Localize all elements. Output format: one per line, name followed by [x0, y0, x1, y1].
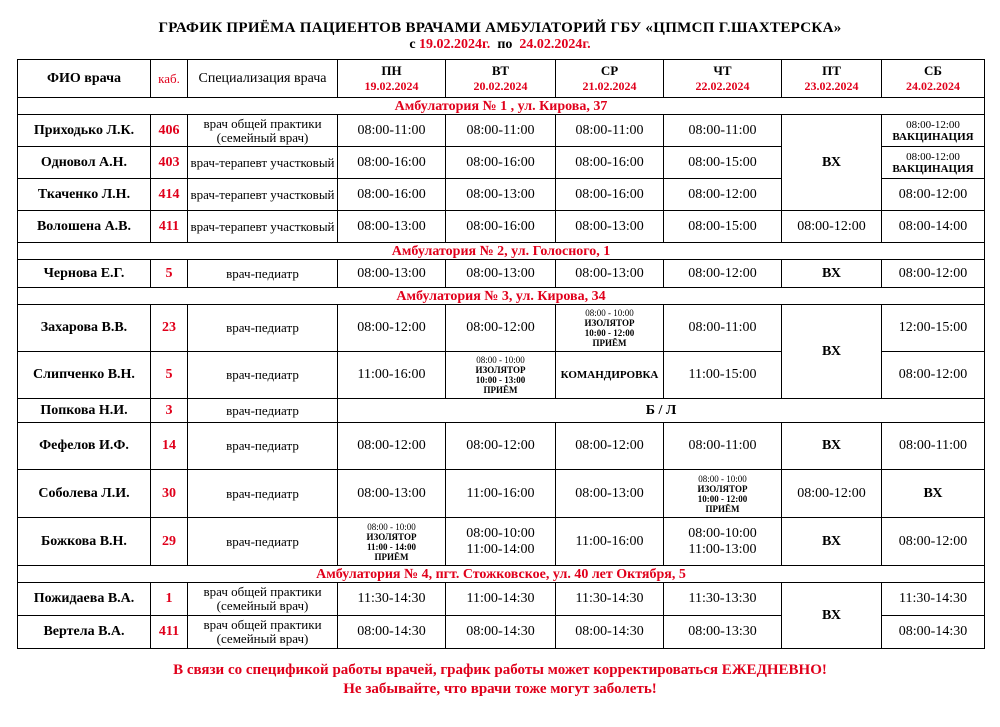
cabinet: 23	[151, 305, 188, 352]
doctor-name: Слипченко В.Н.	[18, 352, 151, 399]
specialization: врач-педиатр	[188, 352, 338, 399]
period-from-label: с	[409, 37, 416, 52]
time-thu: 08:00-11:00	[664, 305, 782, 352]
doctor-name: Пожидаева В.А.	[18, 583, 151, 616]
cabinet: 1	[151, 583, 188, 616]
time-fri: 08:00-12:00	[782, 211, 882, 243]
header-day-mon: ПН 19.02.2024	[338, 60, 446, 98]
time-thu: 08:00-12:00	[664, 260, 782, 288]
time-mon: 08:00 - 10:00 ИЗОЛЯТОР 11:00 - 14:00 ПРИЁМ	[338, 518, 446, 566]
time-mon: 08:00-12:00	[338, 423, 446, 470]
time-sat: 08:00-12:00	[882, 179, 985, 211]
table-row	[18, 470, 985, 518]
period	[0, 37, 1000, 52]
time-wed: 08:00-13:00	[556, 470, 664, 518]
header-row	[18, 60, 985, 98]
time-tue: 08:00 - 10:00 ИЗОЛЯТОР 10:00 - 13:00 ПРИЁМ	[446, 352, 556, 399]
time-thu: 08:00-11:00	[664, 423, 782, 470]
doctor-name: Чернова Е.Г.	[18, 260, 151, 288]
time-mon: 11:30-14:30	[338, 583, 446, 616]
time-sat: 12:00-15:00	[882, 305, 985, 352]
time-mon: 08:00-13:00	[338, 211, 446, 243]
period-from: 19.02.2024г.	[419, 37, 491, 52]
time-tue: 08:00-13:00	[446, 260, 556, 288]
time-wed: 08:00-12:00	[556, 423, 664, 470]
time-sat: 08:00-14:30	[882, 616, 985, 649]
time-thu: 08:00 - 10:00 ИЗОЛЯТОР 10:00 - 12:00 ПРИЁМ	[664, 470, 782, 518]
time-mon: 08:00-16:00	[338, 147, 446, 179]
page-title: ГРАФИК ПРИЁМА ПАЦИЕНТОВ ВРАЧАМИ АМБУЛАТОРИЙ ГБУ «ЦПМСП Г.ШАХТЕРСКА»	[158, 20, 842, 36]
time-sat: 11:30-14:30	[882, 583, 985, 616]
time-fri: ВХ	[782, 518, 882, 566]
cabinet: 411	[151, 211, 188, 243]
header-day-wed: СР 21.02.2024	[556, 60, 664, 98]
time-mon: 11:00-16:00	[338, 352, 446, 399]
time-wed: 08:00-16:00	[556, 147, 664, 179]
table-row	[18, 423, 985, 470]
period-to-label: по	[497, 37, 513, 52]
time-fri: ВХ	[782, 583, 882, 649]
header-spec: Специализация врача	[188, 60, 338, 98]
time-tue: 08:00-16:00	[446, 211, 556, 243]
time-thu: 08:00-13:30	[664, 616, 782, 649]
time-wed: 08:00-11:00	[556, 115, 664, 147]
footer-note-2: Не забывайте, что врачи тоже могут заболеть!	[343, 681, 657, 697]
doctor-name: Фефелов И.Ф.	[18, 423, 151, 470]
cabinet: 29	[151, 518, 188, 566]
time-tue: 08:00-13:00	[446, 179, 556, 211]
doctor-name: Приходько Л.К.	[18, 115, 151, 147]
time-tue: 11:00-14:30	[446, 583, 556, 616]
time-tue: 08:00-12:00	[446, 423, 556, 470]
doctor-name: Божкова В.Н.	[18, 518, 151, 566]
time-mon: 08:00-13:00	[338, 470, 446, 518]
cabinet: 3	[151, 399, 188, 423]
specialization: врач-педиатр	[188, 399, 338, 423]
specialization: врач общей практики (семейный врач)	[188, 115, 338, 147]
time-wed: 11:30-14:30	[556, 583, 664, 616]
cabinet: 414	[151, 179, 188, 211]
time-sat: 08:00-12:00	[882, 518, 985, 566]
table-row	[18, 115, 985, 147]
header-name: ФИО врача	[18, 60, 151, 98]
specialization: врач-педиатр	[188, 518, 338, 566]
time-wed: 08:00-14:30	[556, 616, 664, 649]
specialization: врач-педиатр	[188, 423, 338, 470]
time-thu: 08:00-15:00	[664, 147, 782, 179]
specialization: врач общей практики (семейный врач)	[188, 616, 338, 649]
cabinet: 411	[151, 616, 188, 649]
specialization: врач-педиатр	[188, 260, 338, 288]
cabinet: 5	[151, 352, 188, 399]
time-fri: ВХ	[782, 305, 882, 399]
table-row	[18, 583, 985, 616]
time-tue: 08:00-16:00	[446, 147, 556, 179]
sick-leave: Б / Л	[338, 399, 985, 423]
time-sat: ВХ	[882, 470, 985, 518]
time-thu: 11:00-15:00	[664, 352, 782, 399]
schedule-table	[17, 59, 985, 649]
time-fri: ВХ	[782, 423, 882, 470]
time-tue: 08:00-11:00	[446, 115, 556, 147]
time-wed: 08:00-13:00	[556, 260, 664, 288]
cabinet: 403	[151, 147, 188, 179]
specialization: врач-терапевт участковый	[188, 147, 338, 179]
cabinet: 14	[151, 423, 188, 470]
header-day-tue: ВТ 20.02.2024	[446, 60, 556, 98]
cabinet: 30	[151, 470, 188, 518]
time-mon: 08:00-16:00	[338, 179, 446, 211]
table-row	[18, 518, 985, 566]
time-thu: 08:00-15:00	[664, 211, 782, 243]
time-thu: 08:00-12:00	[664, 179, 782, 211]
time-thu: 11:30-13:30	[664, 583, 782, 616]
specialization: врач-педиатр	[188, 305, 338, 352]
doctor-name: Попкова Н.И.	[18, 399, 151, 423]
time-fri: 08:00-12:00	[782, 470, 882, 518]
time-fri: ВХ	[782, 260, 882, 288]
time-sat: 08:00-12:00 ВАКЦИНАЦИЯ	[882, 147, 985, 179]
doctor-name: Ткаченко Л.Н.	[18, 179, 151, 211]
table-row	[18, 260, 985, 288]
period-to: 24.02.2024г.	[519, 37, 591, 52]
doctor-name: Соболева Л.И.	[18, 470, 151, 518]
header-day-fri: ПТ 23.02.2024	[782, 60, 882, 98]
specialization: врач-терапевт участковый	[188, 179, 338, 211]
time-thu: 08:00-10:00 11:00-13:00	[664, 518, 782, 566]
time-wed: 08:00 - 10:00 ИЗОЛЯТОР 10:00 - 12:00 ПРИЁМ	[556, 305, 664, 352]
time-tue: 08:00-12:00	[446, 305, 556, 352]
time-sat: 08:00-11:00	[882, 423, 985, 470]
time-mon: 08:00-14:30	[338, 616, 446, 649]
time-sat: 08:00-12:00	[882, 352, 985, 399]
cabinet: 5	[151, 260, 188, 288]
table-row	[18, 399, 985, 423]
cabinet: 406	[151, 115, 188, 147]
section-row: Амбулатория № 1 , ул. Кирова, 37	[18, 98, 985, 115]
time-mon: 08:00-11:00	[338, 115, 446, 147]
time-mon: 08:00-12:00	[338, 305, 446, 352]
specialization: врач-терапевт участковый	[188, 211, 338, 243]
time-fri: ВХ	[782, 115, 882, 211]
specialization: врач-педиатр	[188, 470, 338, 518]
section-row: Амбулатория № 2, ул. Голосного, 1	[18, 243, 985, 260]
time-tue: 11:00-16:00	[446, 470, 556, 518]
doctor-name: Одновол А.Н.	[18, 147, 151, 179]
time-thu: 08:00-11:00	[664, 115, 782, 147]
section-row: Амбулатория № 3, ул. Кирова, 34	[18, 288, 985, 305]
footer-note-1: В связи со спецификой работы врачей, график работы может корректироваться ЕЖЕДНЕВНО!	[173, 662, 827, 678]
doctor-name: Вертела В.А.	[18, 616, 151, 649]
table-row	[18, 305, 985, 352]
doctor-name: Захарова В.В.	[18, 305, 151, 352]
time-sat: 08:00-14:00	[882, 211, 985, 243]
specialization: врач общей практики (семейный врач)	[188, 583, 338, 616]
header-cab: каб.	[151, 60, 188, 98]
doctor-name: Волошена А.В.	[18, 211, 151, 243]
time-wed: КОМАНДИРОВКА	[556, 352, 664, 399]
header-day-thu: ЧТ 22.02.2024	[664, 60, 782, 98]
time-sat: 08:00-12:00 ВАКЦИНАЦИЯ	[882, 115, 985, 147]
time-tue: 08:00-14:30	[446, 616, 556, 649]
section-row: Амбулатория № 4, пгт. Стожковское, ул. 40 лет Октября, 5	[18, 566, 985, 583]
table-row	[18, 211, 985, 243]
header-day-sat: СБ 24.02.2024	[882, 60, 985, 98]
time-tue: 08:00-10:00 11:00-14:00	[446, 518, 556, 566]
time-sat: 08:00-12:00	[882, 260, 985, 288]
time-wed: 08:00-16:00	[556, 179, 664, 211]
time-mon: 08:00-13:00	[338, 260, 446, 288]
time-wed: 11:00-16:00	[556, 518, 664, 566]
time-wed: 08:00-13:00	[556, 211, 664, 243]
